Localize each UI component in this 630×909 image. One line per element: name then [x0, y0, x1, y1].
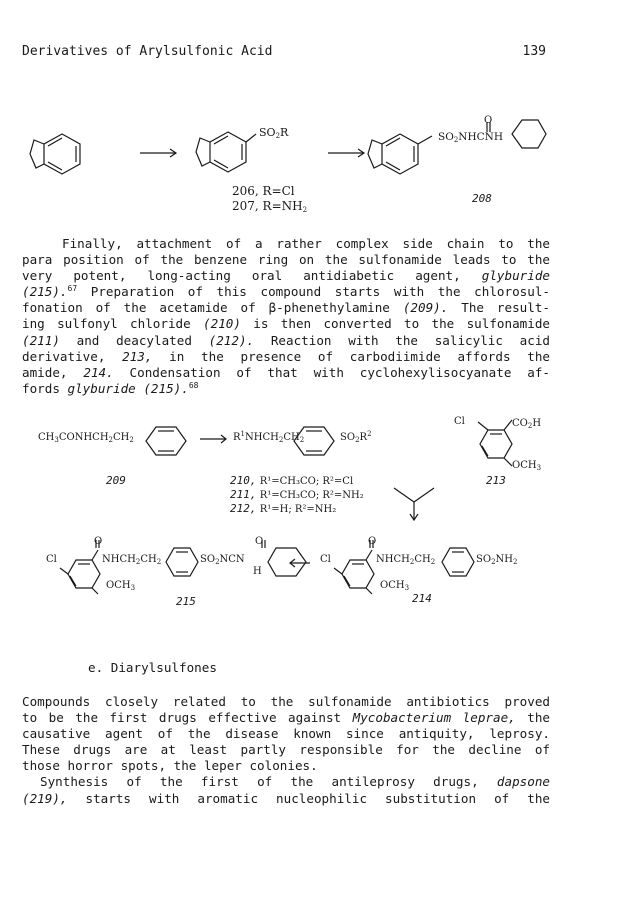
page-header: [22, 44, 546, 64]
label-209: 209: [106, 474, 126, 487]
text-line: amide, 214. Condensation of that with cyclohexylisocyanate af-: [22, 364, 551, 380]
label-206: 206, R=Cl: [232, 184, 295, 198]
text-line: those horror spots, the leper colonies.: [22, 758, 318, 774]
text-line: to be the first drugs effective against Mycobacterium leprae, the: [22, 710, 550, 726]
cl-214: Cl: [320, 554, 331, 565]
text-line: (219), starts with aromatic nucleophilic substitution of the: [22, 790, 550, 806]
arrow-4: [288, 558, 312, 568]
structure-210-ring: [296, 424, 336, 458]
cl-213: Cl: [454, 416, 465, 427]
section-heading: e. Diarylsulfones: [88, 660, 217, 675]
structure-210-text: $R^1NHCH_2CH_2$: [233, 430, 305, 444]
scheme-1-urea: [368, 112, 558, 182]
converging-arrow: [394, 488, 444, 524]
structure-209-ring: [148, 424, 188, 458]
paragraph-glyburide: [22, 236, 550, 397]
so2nhcnh-label: $SO_2NHCNH$: [438, 131, 504, 144]
och3-215: $OCH_3$: [106, 580, 136, 592]
o-215b: O: [255, 536, 264, 547]
text-line: These drugs are at least partly responsible for the decline of: [22, 742, 550, 758]
page-number: 139: [522, 44, 546, 59]
arrow-3: [200, 434, 230, 444]
structure-209-text: $CH_3CONHCH_2CH_2$: [38, 432, 134, 444]
scheme-1-indane: [30, 128, 92, 176]
o-214: O: [368, 536, 377, 547]
structure-210-so2r2: $SO_2R^2$: [340, 430, 372, 444]
text-line: ing sulfonyl chloride (210) is then converted to the sulfonamide: [22, 316, 550, 332]
so2nh2-214: $SO_2NH_2$: [476, 554, 518, 566]
text-line: fords glyburide (215).$^{68}$: [22, 380, 199, 396]
label-212: 212, R¹=H; R²=NH₂: [230, 502, 337, 515]
text-line: Finally, attachment of a rather complex side chain to the: [62, 236, 550, 251]
carbonyl-o-208: O: [484, 115, 493, 126]
arrow-2: [328, 148, 368, 158]
label-214: 214: [412, 592, 432, 605]
nhch2ch2-215: $NHCH_2CH_2$: [102, 554, 162, 566]
o-215a: O: [94, 536, 103, 547]
label-207: 207, $R=NH_2$: [232, 199, 308, 214]
text-line: very potent, long-acting oral antidiabetic agent, glyburide: [22, 268, 550, 284]
label-213: 213: [486, 474, 506, 487]
text-line: fonation of the acetamide of β-phenethylamine (209). The result-: [22, 300, 550, 316]
label-215: 215: [176, 595, 196, 608]
text-line: derivative, 213, in the presence of carbodiimide affords the: [22, 348, 550, 364]
co2h-213: $CO_2H$: [512, 418, 542, 430]
h-215: H: [253, 566, 262, 577]
text-line: Compounds closely related to the sulfonamide antibiotics proved: [22, 694, 550, 709]
paragraph-diarylsulfones: [22, 694, 550, 807]
so2r-label: $SO_2R$: [259, 126, 289, 140]
label-210: 210, R¹=CH₃CO; R²=Cl: [230, 474, 354, 487]
so2ncn-215: $SO_2NCN$: [200, 554, 245, 566]
och3-213: $OCH_3$: [512, 460, 542, 472]
structure-215: [56, 546, 326, 598]
och3-214: $OCH_3$: [380, 580, 410, 592]
text-line: (211) and deacylated (212). Reaction with the salicylic acid: [22, 332, 550, 348]
arrow-1: [140, 148, 180, 158]
nhch2ch2-214: $NHCH_2CH_2$: [376, 554, 436, 566]
scheme-1-sulfonyl: [196, 116, 296, 176]
label-208: 208: [472, 192, 492, 205]
text-line: causative agent of the disease known since antiquity, leprosy.: [22, 726, 550, 742]
text-line: Synthesis of the first of the antileprosy drugs, dapsone: [40, 774, 550, 790]
text-line: (215).$^{67}$ Preparation of this compound starts with the chlorosul-: [22, 284, 550, 300]
label-211: 211, R¹=CH₃CO; R²=NH₂: [230, 488, 364, 501]
text-line: para position of the benzene ring on the sulfonamide leads to the: [22, 252, 550, 268]
cl-215: Cl: [46, 554, 57, 565]
running-title: Derivatives of Arylsulfonic Acid: [22, 44, 273, 59]
